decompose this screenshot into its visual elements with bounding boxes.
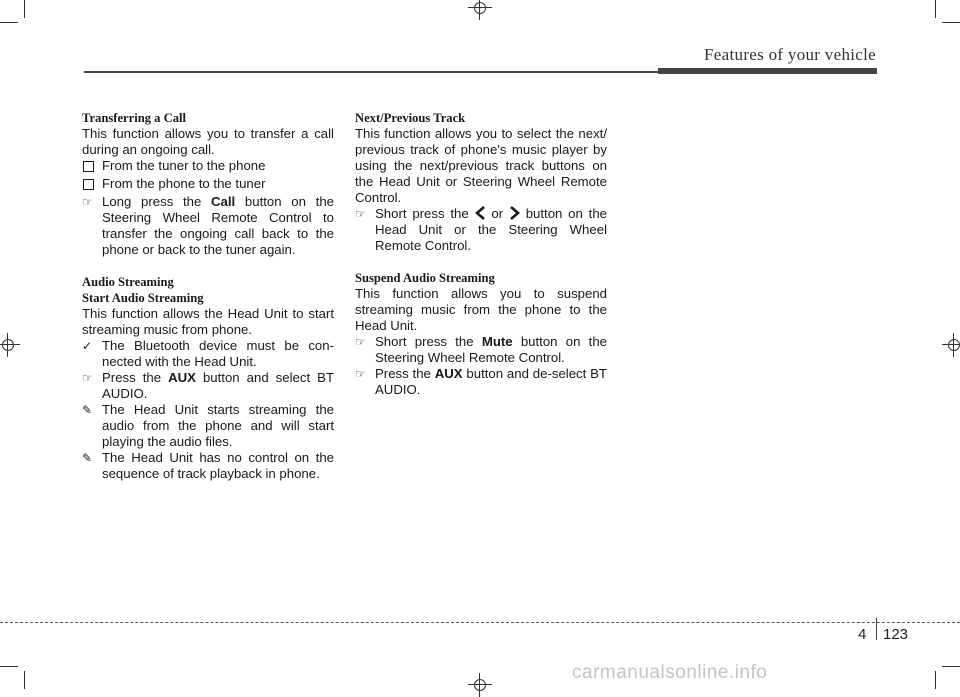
list-item [82,158,334,176]
crop-mark [0,666,18,667]
pointing-hand-icon: ☞ [355,335,366,349]
left-column [82,110,334,482]
checkbox-icon [83,161,94,172]
list-item [355,334,607,366]
crop-mark [935,671,936,689]
check-icon: ✓ [82,339,93,353]
start-step: Press the AUX button and select BT AUDIO. [102,370,334,401]
registration-mark-icon [472,677,488,693]
pointing-hand-icon: ☞ [355,367,366,381]
right-column [355,110,607,398]
list-item [355,206,607,254]
registration-mark-icon [0,337,16,353]
transfer-intro: This function allows you to transfer a call during an ongoing call. [82,126,334,157]
crop-mark [942,666,960,667]
next-track-icon [509,206,520,220]
transfer-step: Long press the Call button on the Steering Wheel Remote Control to transfer the ongoing call back to the phone or back to the tuner again. [102,194,334,257]
start-heading: Start Audio Streaming [82,291,204,305]
start-note: The Head Unit starts streaming the audio from the phone and will start playing the audio files. [102,402,334,449]
header-rule-accent [658,68,877,74]
suspend-step: Short press the Mute button on the Steering Wheel Remote Control. [375,334,607,365]
key-label: AUX [434,366,463,381]
crop-mark [24,671,25,689]
pointing-hand-icon: ☞ [355,207,366,221]
list-item [82,450,334,482]
registration-mark-icon [946,337,960,353]
list-item [82,194,334,258]
crop-mark [935,0,936,18]
crop-mark [24,0,25,18]
list-item [82,370,334,402]
next-intro: This function allows you to select the next/ previous track of phone's music player by using the next/previous track buttons on the Head Unit or Steering Wheel Remote Control. [355,126,607,205]
suspend-intro: This function allows you to suspend streaming music from the phone to the Head Unit. [355,286,607,333]
suspend-step: Press the AUX button and de-select BT AUDIO. [375,366,607,397]
pointing-hand-icon: ☞ [82,371,93,385]
list-item [82,338,334,370]
key-label: AUX [168,370,196,385]
page-number: 123 [883,626,909,643]
transfer-item: From the tuner to the phone [102,158,266,173]
key-label: Mute [481,334,513,349]
pointing-hand-icon: ☞ [82,195,93,209]
pencil-icon: ✎ [82,451,93,465]
key-label: Call [211,194,236,209]
transfer-item: From the phone to the tuner [102,176,266,191]
start-note: The Head Unit has no control on the sequence of track playback in phone. [102,450,334,481]
list-item [355,366,607,398]
crop-mark [0,22,18,23]
page-number-divider [876,618,877,640]
footer-rule [0,622,960,623]
transfer-heading: Transferring a Call [82,111,187,125]
watermark: carmanualsonline.info [572,662,768,683]
chapter-number: 4 [858,626,867,643]
list-item [82,402,334,450]
registration-mark-icon [472,0,488,16]
start-intro: This function allows the Head Unit to start streaming music from phone. [82,306,334,337]
next-heading: Next/Previous Track [355,111,466,125]
crop-mark [942,22,960,23]
header-rule [84,71,660,73]
previous-track-icon [475,206,486,220]
suspend-heading: Suspend Audio Streaming [355,271,495,285]
section-title: Features of your vehicle [704,45,876,64]
start-check: The Bluetooth device must be con-nected with the Head Unit. [102,338,334,369]
list-item [82,176,334,194]
audio-heading: Audio Streaming [82,275,174,289]
checkbox-icon [83,179,94,190]
next-step: Short press the or button on the Head Unit or the Steering Wheel Remote Control. [375,206,607,253]
pencil-icon: ✎ [82,403,93,417]
